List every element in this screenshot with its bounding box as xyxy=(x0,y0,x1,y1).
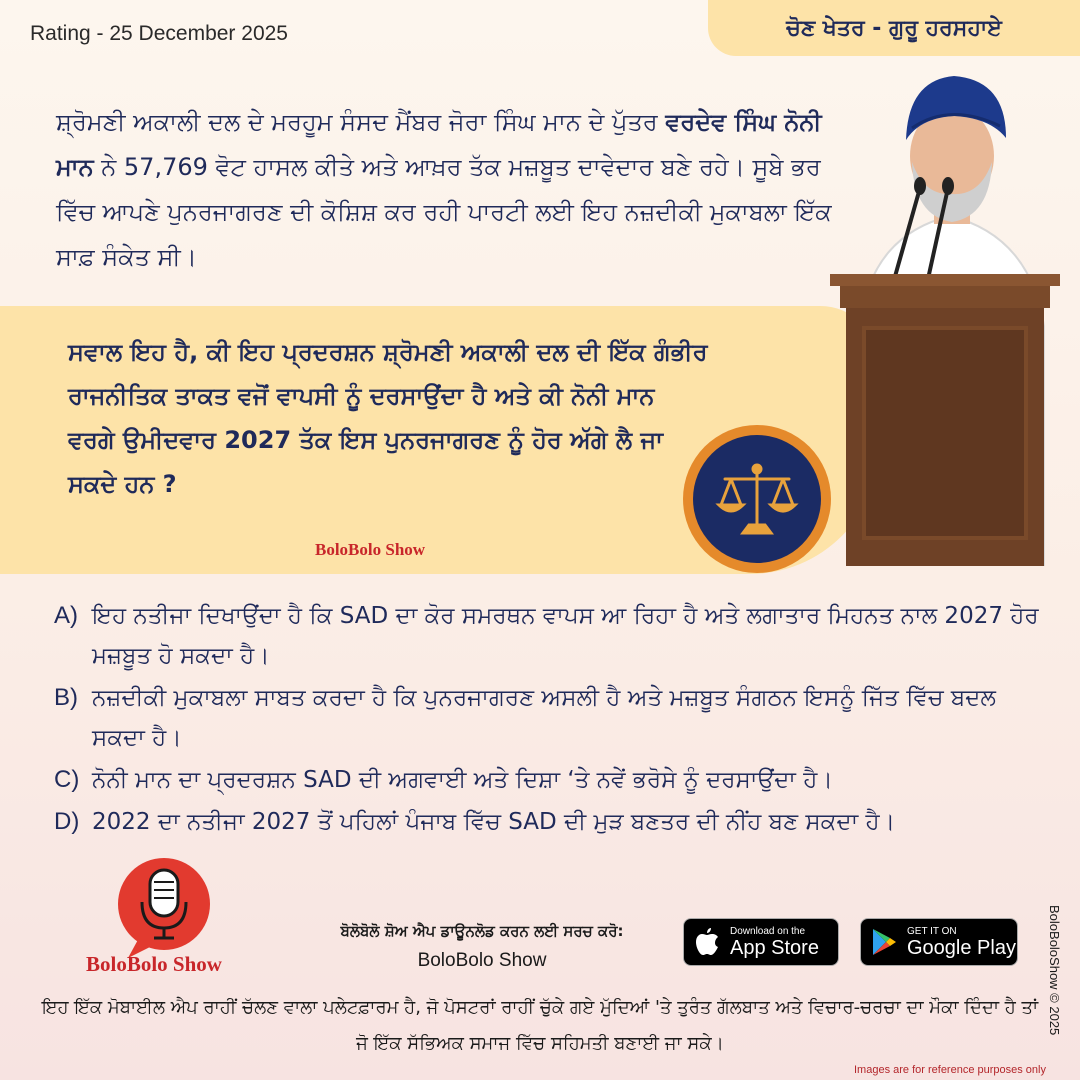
speaker-illustration xyxy=(830,66,1080,566)
candidate-name: ਵਰਦੇਵ ਸਿੰਘ ਨੋਨੀ ਮਾਨ xyxy=(56,108,822,181)
google-play-small-text: GET IT ON xyxy=(907,925,957,937)
app-store-button[interactable] xyxy=(683,918,839,966)
footer-description: ਇਹ ਇੱਕ ਮੋਬਾਈਲ ਐਪ ਰਾਹੀਂ ਚੱਲਣ ਵਾਲਾ ਪਲੇਟਫ਼ਾਰਮ ਹੈ, ਜੋ ਪੋਸਟਰਾਂ ਰਾਹੀਂ ਚੁੱਕੇ ਗਏ ਮੁੱਦਿਆਂ 'ਤੇ ਤੁਰੰਤ ਗੱਲਬਾਤ ਅਤੇ ਵਿਚਾਰ-ਚਰਚਾ ਦਾ ਮੌਕਾ ਦਿੰਦਾ ਹੈ ਤਾਂ ਜੋ ਇੱਕ ਸੱਭਿਅਕ ਸਮਾਜ ਵਿੱਚ ਸਹਿਮਤੀ ਬਣਾਈ ਜਾ ਸਕੇ। xyxy=(41,997,1039,1054)
copyright-text: BoloBoloShow © 2025 xyxy=(1047,905,1062,1036)
watermark-text: BoloBolo Show xyxy=(315,540,426,559)
option-a[interactable] xyxy=(54,596,1044,676)
option-letter: D) xyxy=(54,808,80,835)
app-search-note: ਬੋਲੋਬੋਲੋ ਸ਼ੋਅ ਐਪ ਡਾਊਨਲੋਡ ਕਰਨ ਲਈ ਸਰਚ ਕਰੋ: xyxy=(340,922,624,940)
justice-badge xyxy=(683,425,831,573)
answer-options xyxy=(54,596,1044,844)
option-b[interactable] xyxy=(54,678,1044,758)
option-letter: A) xyxy=(54,602,78,629)
rating-date: Rating - 25 December 2025 xyxy=(30,22,288,45)
app-search-name: BoloBolo Show xyxy=(417,950,547,971)
copyright-container xyxy=(1042,905,1068,1055)
google-play-button[interactable] xyxy=(860,918,1018,966)
brand-logo-text: BoloBolo Show xyxy=(86,952,222,976)
apple-icon xyxy=(684,927,730,957)
option-text: ਇਹ ਨਤੀਜਾ ਦਿਖਾਉਂਦਾ ਹੈ ਕਿ SAD ਦਾ ਕੋਰ ਸਮਰਥਨ ਵਾਪਸ ਆ ਰਿਹਾ ਹੈ ਅਤੇ ਲਗਾਤਾਰ ਮਿਹਨਤ ਨਾਲ 2027 ਹੋਰ ਮਜ਼ਬੂਤ ਹੋ ਸਕਦਾ ਹੈ। xyxy=(92,603,1039,669)
option-letter: B) xyxy=(54,684,78,711)
google-play-icon xyxy=(861,927,907,957)
question-text: ਸਵਾਲ ਇਹ ਹੈ, ਕੀ ਇਹ ਪ੍ਰਦਰਸ਼ਨ ਸ਼੍ਰੋਮਣੀ ਅਕਾਲੀ ਦਲ ਦੀ ਇੱਕ ਗੰਭੀਰ ਰਾਜਨੀਤਿਕ ਤਾਕਤ ਵਜੋਂ ਵਾਪਸੀ ਨੂੰ ਦਰਸਾਉਂਦਾ ਹੈ ਅਤੇ ਕੀ ਨੋਨੀ ਮਾਨ ਵਰਗੇ ਉਮੀਦਵਾਰ 2027 ਤੱਕ ਇਸ ਪੁਨਰਜਾਗਰਣ ਨੂੰ ਹੋਰ ਅੱਗੇ ਲੈ ਜਾ ਸਕਦੇ ਹਨ ? xyxy=(68,338,708,498)
image-disclaimer: Images are for reference purposes only xyxy=(854,1064,1046,1076)
intro-text-part2: ਨੇ 57,769 ਵੋਟ ਹਾਸਲ ਕੀਤੇ ਅਤੇ ਆਖ਼ਰ ਤੱਕ ਮਜ਼ਬੂਤ ਦਾਵੇਦਾਰ ਬਣੇ ਰਹੇ। ਸੂਬੇ ਭਰ ਵਿੱਚ ਆਪਣੇ ਪੁਨਰਜਾਗਰਣ ਦੀ ਕੋਸ਼ਿਸ਼ ਕਰ ਰਹੀ ਪਾਰਟੀ ਲਈ ਇਹ ਨਜ਼ਦੀਕੀ ਮੁਕਾਬਲਾ ਇੱਕ ਸਾਫ਼ ਸੰਕੇਤ ਸੀ। xyxy=(56,153,832,271)
constituency-tag: ਚੋਣ ਖੇਤਰ - ਗੁਰੂ ਹਰਸਹਾਏ xyxy=(708,0,1080,56)
google-play-big-text: Google Play xyxy=(907,936,1016,959)
option-d[interactable] xyxy=(54,802,1044,842)
app-store-small-text: Download on the xyxy=(730,925,806,937)
app-store-big-text: App Store xyxy=(730,936,819,959)
intro-text-part1: ਸ਼੍ਰੋਮਣੀ ਅਕਾਲੀ ਦਲ ਦੇ ਮਰਹੂਮ ਸੰਸਦ ਮੈਂਬਰ ਜੋਰਾ ਸਿੰਘ ਮਾਨ ਦੇ ਪੁੱਤਰ xyxy=(56,108,666,136)
scales-of-justice-icon xyxy=(711,453,803,545)
option-text: ਨਜ਼ਦੀਕੀ ਮੁਕਾਬਲਾ ਸਾਬਤ ਕਰਦਾ ਹੈ ਕਿ ਪੁਨਰਜਾਗਰਣ ਅਸਲੀ ਹੈ ਅਤੇ ਮਜ਼ਬੂਤ ਸੰਗਠਨ ਇਸਨੂੰ ਜਿੱਤ ਵਿੱਚ ਬਦਲ ਸਕਦਾ ਹੈ। xyxy=(92,685,996,751)
intro-paragraph xyxy=(56,100,866,280)
option-c[interactable] xyxy=(54,760,1044,800)
option-text: 2022 ਦਾ ਨਤੀਜਾ 2027 ਤੋਂ ਪਹਿਲਾਂ ਪੰਜਾਬ ਵਿੱਚ SAD ਦੀ ਮੁੜ ਬਣਤਰ ਦੀ ਨੀਂਹ ਬਣ ਸਕਦਾ ਹੈ। xyxy=(92,809,896,835)
option-letter: C) xyxy=(54,766,80,793)
option-text: ਨੋਨੀ ਮਾਨ ਦਾ ਪ੍ਰਦਰਸ਼ਨ SAD ਦੀ ਅਗਵਾਈ ਅਤੇ ਦਿਸ਼ਾ ‘ਤੇ ਨਵੇਂ ਭਰੋਸੇ ਨੂੰ ਦਰਸਾਉਂਦਾ ਹੈ। xyxy=(92,767,833,793)
